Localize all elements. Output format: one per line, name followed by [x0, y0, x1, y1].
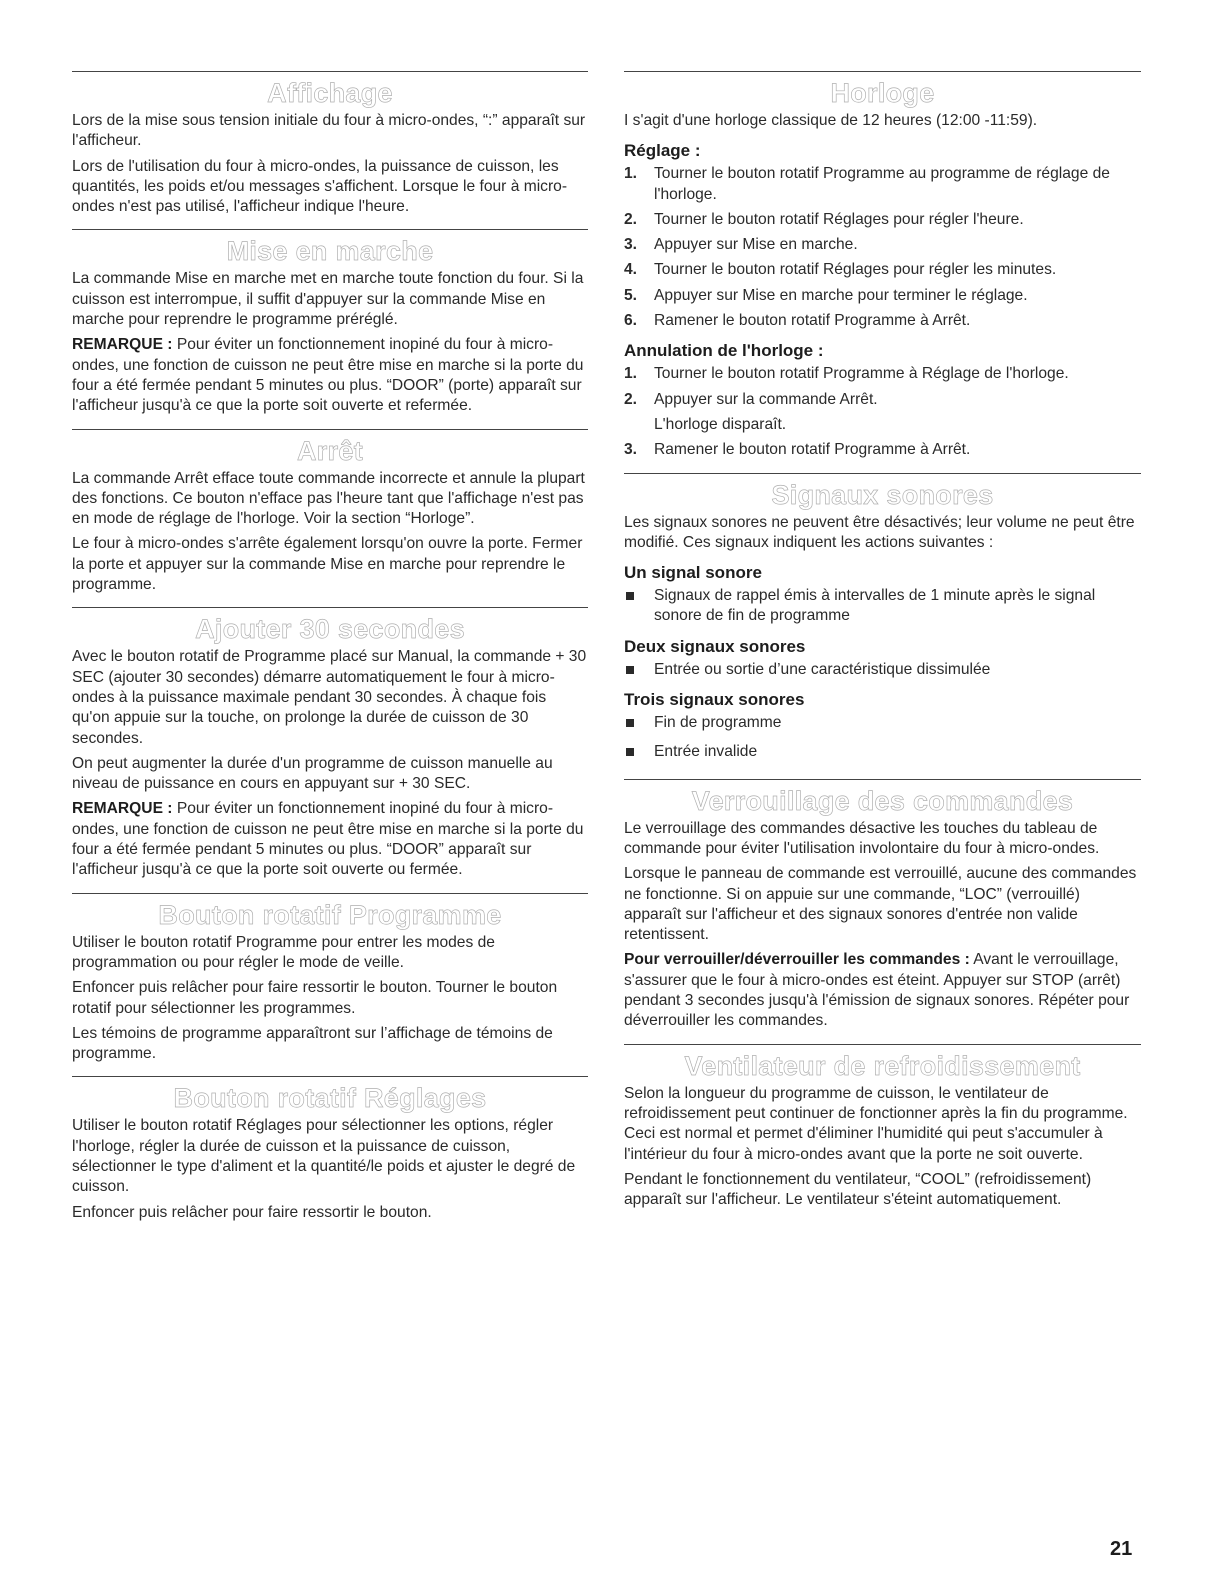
step-text: Appuyer sur Mise en marche pour terminer le réglage.: [654, 286, 1028, 304]
left-column: [72, 71, 588, 1228]
list-item: [624, 210, 1141, 230]
note-label: Pour verrouiller/déverrouiller les commandes :: [624, 951, 970, 969]
section-divider: [72, 229, 588, 230]
list-item: [624, 235, 1141, 255]
section-heading-mise-en-marche: Mise en marche: [226, 236, 434, 267]
section-heading-arret: Arrêt: [296, 435, 364, 466]
list-item: [624, 364, 1141, 384]
step-text: Appuyer sur Mise en marche.: [654, 236, 858, 254]
annulation-steps-list: [624, 364, 1141, 410]
list-item: [624, 742, 1141, 762]
paragraph: Le verrouillage des commandes désactive les touches du tableau de commande pour éviter l'utilisation involontaire du four à micro-ondes.: [624, 819, 1100, 857]
section-heading-verrouillage: Verrouillage des commandes: [691, 785, 1074, 816]
list-item-text: Entrée ou sortie d’une caractéristique dissimulée: [654, 660, 991, 678]
list-item-text: Fin de programme: [654, 714, 782, 732]
step-text: Tourner le bouton rotatif Réglages pour régler l'heure.: [654, 210, 1024, 228]
paragraph: La commande Arrêt efface toute commande incorrecte et annule la plupart des fonctions. Ce bouton n'efface pas l'heure tant que l'affichage n'est pas en mode de réglage de l'horloge. Voir la section “Horloge”.: [72, 469, 585, 528]
note-paragraph: [624, 950, 1141, 1031]
bullet-list: [624, 713, 1141, 763]
list-item: [624, 286, 1141, 306]
bullet-list: [624, 586, 1141, 627]
paragraph: Le four à micro-ondes s'arrête également lorsqu'on ouvre la porte. Fermer la porte et appuyer sur la commande Mise en marche pour reprendre le programme.: [72, 535, 583, 594]
list-item-text: Entrée invalide: [654, 743, 758, 761]
step-number: 4.: [624, 261, 638, 279]
section-heading-signaux-sonores: Signaux sonores: [771, 479, 994, 510]
bullet-square-icon: [626, 666, 634, 674]
note-text: Avant le verrouillage, s'assurer que le four à micro-ondes est éteint. Appuyer sur STOP (arrêt) pendant 3 secondes jusqu'à l'émission de signaux sonores. Répéter pour déverrouiller les commandes.: [624, 951, 1130, 1030]
note-label: REMARQUE :: [72, 336, 173, 354]
paragraph: Enfoncer puis relâcher pour faire ressortir le bouton.: [72, 1203, 432, 1221]
step-number: 6.: [624, 312, 638, 330]
list-item: [624, 260, 1141, 280]
paragraph: La commande Mise en marche met en marche toute fonction du four. Si la cuisson est interrompue, il suffit d'appuyer sur la commande Mise en marche pour reprendre le programme préréglé.: [72, 270, 584, 329]
note-label: REMARQUE :: [72, 800, 173, 818]
subheading-trois-signaux: Trois signaux sonores: [624, 690, 805, 710]
section-divider: [624, 473, 1141, 474]
note-text: Pour éviter un fonctionnement inopiné du four à micro-ondes, une fonction de cuisson ne peut être mise en marche si la porte du four a été fermée pendant 5 minutes ou plus. “DOOR” (porte) apparaît sur l'afficheur jusqu'à ce que la porte soit ouverte et refermée.: [72, 336, 584, 415]
paragraph: Pendant le fonctionnement du ventilateur, “COOL” (refroidissement) apparaît sur l'afficheur. Le ventilateur s'éteint automatiquement.: [624, 1170, 1092, 1209]
section-divider: [72, 893, 588, 894]
list-item: [624, 440, 1141, 460]
section-heading-bouton-programme: Bouton rotatif Programme: [158, 899, 502, 930]
bullet-list: [624, 660, 1141, 680]
paragraph: On peut augmenter la durée d'un programme de cuisson manuelle au niveau de puissance en cours en appuyant sur + 30 SEC.: [72, 754, 553, 793]
paragraph: Lorsque le panneau de commande est verrouillé, aucune des commandes ne fonctionne. Si on appuie sur une commande, “LOC” (verrouillé) apparaît sur l'afficheur et des signaux sonores d'entrée non valide retentissent.: [624, 865, 1137, 944]
step-number: 3.: [624, 236, 638, 254]
step-number: 2.: [624, 390, 638, 408]
section-divider: [624, 1044, 1141, 1045]
step-number: 3.: [624, 441, 638, 459]
step-number: 1.: [624, 165, 638, 183]
list-item: [624, 311, 1141, 331]
page-number: 21: [1110, 1538, 1133, 1560]
section-divider: [72, 607, 588, 608]
section-divider: [72, 1076, 588, 1077]
list-item: [624, 660, 1141, 680]
annulation-steps-list-continued: [624, 440, 1141, 460]
right-column: [624, 71, 1141, 1215]
section-heading-horloge: Horloge: [830, 78, 935, 108]
step-text: Tourner le bouton rotatif Programme à Réglage de l'horloge.: [654, 365, 1069, 383]
bullet-square-icon: [626, 719, 634, 727]
reglage-steps-list: [624, 164, 1141, 331]
paragraph: Enfoncer puis relâcher pour faire ressortir le bouton. Tourner le bouton rotatif pour sélectionner les programmes.: [72, 979, 558, 1017]
list-item: [624, 713, 1141, 733]
section-heading-ajouter-30-secondes: Ajouter 30 secondes: [195, 614, 465, 645]
section-divider: [624, 71, 1141, 72]
section-divider: [72, 429, 588, 430]
paragraph: Les signaux sonores ne peuvent être désactivés; leur volume ne peut être modifié. Ces signaux indiquent les actions suivantes :: [624, 513, 1135, 551]
list-item: [624, 390, 1141, 410]
paragraph: Utiliser le bouton rotatif Réglages pour sélectionner les options, régler l'horloge, régler la durée de cuisson et la puissance de cuisson, sélectionner le type d'aliment et la quantité/le poids et ajuster le degré de cuisson.: [72, 1117, 576, 1196]
paragraph: Les témoins de programme apparaîtront sur l’affichage de témoins de programme.: [72, 1024, 553, 1063]
section-heading-ventilateur: Ventilateur de refroidissement: [684, 1050, 1081, 1081]
paragraph: Avec le bouton rotatif de Programme placé sur Manual, la commande + 30 SEC (ajouter 30 secondes) démarre automatiquement le four à micro-ondes à la puissance maximale pendant 30 secondes. À chaque fois qu'on appuie sur la touche, on prolonge la durée de cuisson de 30 secondes.: [72, 648, 587, 747]
section-heading-bouton-reglages: Bouton rotatif Réglages: [173, 1083, 487, 1114]
note-paragraph: [72, 335, 588, 416]
paragraph: Utiliser le bouton rotatif Programme pour entrer les modes de programmation ou pour régler le mode de veille.: [72, 933, 495, 971]
subheading-un-signal: Un signal sonore: [624, 563, 762, 583]
paragraph: I s'agit d'une horloge classique de 12 heures (12:00 -11:59).: [624, 112, 1038, 129]
bullet-square-icon: [626, 592, 634, 600]
subheading-reglage: Réglage :: [624, 141, 701, 161]
list-item: [624, 586, 1141, 627]
section-divider: [72, 71, 588, 72]
step-text: Ramener le bouton rotatif Programme à Arrêt.: [654, 441, 971, 459]
step-number: 5.: [624, 286, 638, 304]
list-item-text: Signaux de rappel émis à intervalles de 1 minute après le signal sonore de fin de programme: [654, 587, 1096, 625]
list-item: [624, 164, 1141, 205]
step-text: Ramener le bouton rotatif Programme à Arrêt.: [654, 312, 971, 330]
step-note: L'horloge disparaît.: [654, 415, 787, 433]
section-heading-affichage: Affichage: [267, 78, 393, 108]
step-number: 2.: [624, 210, 638, 228]
paragraph: Lors de la mise sous tension initiale du four à micro-ondes, “:” apparaît sur l'afficheur.: [72, 112, 586, 150]
note-text: Pour éviter un fonctionnement inopiné du four à micro-ondes, une fonction de cuisson ne peut être mise en marche si la porte du four a été fermée pendant 5 minutes ou plus. “DOOR” apparaît sur l'afficheur jusqu'à ce que la porte soit ouverte ou fermée.: [72, 800, 584, 879]
step-text: Tourner le bouton rotatif Programme au programme de réglage de l'horloge.: [654, 165, 1110, 203]
section-divider: [624, 779, 1141, 780]
bullet-square-icon: [626, 748, 634, 756]
paragraph: Selon la longueur du programme de cuisson, le ventilateur de refroidissement peut continuer de fonctionner après la fin du programme. Ceci est normal et permet d'éliminer l'humidité qui peut s'accumuler à l'intérieur du four à micro-ondes avant que la porte ne soit ouverte.: [624, 1084, 1128, 1163]
step-text: Tourner le bouton rotatif Réglages pour régler les minutes.: [654, 261, 1057, 279]
paragraph: Lors de l'utilisation du four à micro-ondes, la puissance de cuisson, les quantités, les poids et/ou messages s'affichent. Lorsque le four à micro-ondes n'est pas utilisé, l'afficheur indique l'heure.: [72, 157, 568, 216]
subheading-deux-signaux: Deux signaux sonores: [624, 636, 806, 656]
step-text: Appuyer sur la commande Arrêt.: [654, 390, 878, 408]
step-number: 1.: [624, 365, 638, 383]
subheading-annulation: Annulation de l'horloge :: [624, 341, 824, 361]
note-paragraph: [72, 799, 588, 880]
